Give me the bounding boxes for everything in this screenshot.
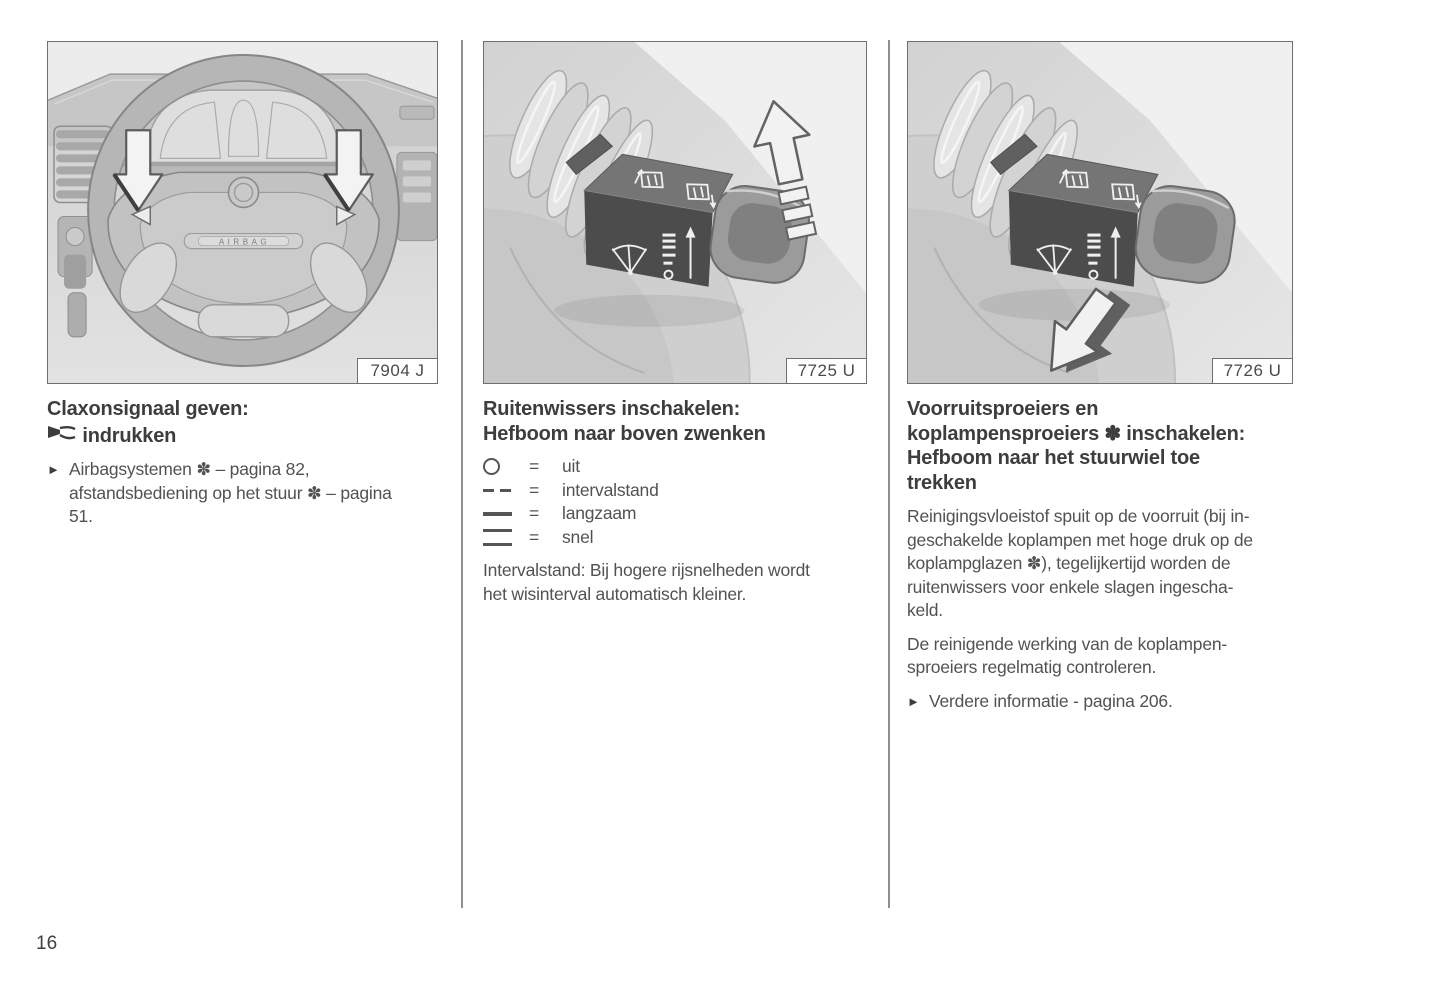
figure-label: 7725 U: [786, 358, 866, 383]
wiper-stalk-up-illustration: [484, 42, 866, 383]
equals-sign: =: [529, 479, 540, 500]
heading-line: Hefboom naar boven zwenken: [483, 422, 766, 445]
equals-sign: =: [529, 456, 540, 477]
setting-row-interval: [483, 479, 867, 503]
wiper-stalk-pull-illustration: [908, 42, 1292, 383]
column-divider-left: [461, 40, 463, 908]
setting-label: uit: [562, 456, 580, 477]
column-horn: [47, 41, 438, 529]
page-number: 16: [36, 933, 58, 954]
figure-label: 7726 U: [1212, 358, 1292, 383]
heading-line: Voorruitsproeiers en: [907, 398, 1099, 420]
stalk-end-knob: [1132, 182, 1239, 286]
airbag-badge-text: AIRBAG: [218, 237, 271, 247]
paragraph-interval-note: Intervalstand: Bij hogere rijsnelheden wordt het wisinterval automatisch kleiner.: [483, 560, 810, 604]
figure-steering-wheel: [47, 41, 438, 384]
heading-line: Hefboom naar het stuurwiel toe: [907, 447, 1200, 469]
setting-row-slow: [483, 502, 867, 526]
heading-washers: [907, 397, 1293, 495]
heading-horn: [47, 397, 438, 448]
setting-label: intervalstand: [562, 479, 659, 500]
paragraph-washer-check: De reinigende werking van de koplampen- sproeiers regelmatig controleren.: [907, 633, 1228, 677]
heading-line: trekken: [907, 471, 977, 494]
heading-wipers-on: [483, 397, 867, 446]
equals-sign: =: [529, 503, 540, 524]
wiper-interval-symbol: [483, 489, 529, 493]
setting-row-off: [483, 455, 867, 479]
bullet-text: Airbagsystemen ✽ – pagina 82, afstandsbediening op het stuur ✽ – pagina 51.: [69, 459, 392, 526]
figure-wiper-stalk-pull: [907, 41, 1293, 384]
wiper-slow-symbol: [483, 512, 529, 516]
heading-line: Claxonsignaal geven:: [47, 398, 249, 420]
column-divider-right: [888, 40, 890, 908]
setting-label: snel: [562, 526, 594, 547]
figure-label: 7904 J: [357, 358, 437, 383]
horn-icon: [47, 422, 77, 442]
steering-wheel-illustration: [48, 42, 437, 383]
triangle-bullet-icon: ►: [47, 462, 60, 477]
column-washers: [907, 41, 1293, 713]
heading-line: indrukken: [82, 424, 177, 447]
equals-sign: =: [529, 526, 540, 547]
heading-line: koplampensproeiers ✽ inschakelen:: [907, 422, 1246, 445]
bullet-text: Verdere informatie - pagina 206.: [929, 690, 1173, 711]
bullet-more-info: [907, 690, 1293, 714]
column-wipers-on: [483, 41, 867, 606]
triangle-bullet-icon: ►: [907, 693, 920, 709]
bullet-airbag-reference: [47, 458, 438, 529]
wiper-fast-symbol: [483, 529, 529, 546]
setting-row-fast: [483, 526, 867, 550]
figure-wiper-stalk-up: [483, 41, 867, 384]
paragraph-washer-function: Reinigingsvloeistof spuit op de voorruit (bij in- geschakelde koplampen met hoge druk op de koplampglazen ✽), tegelijkertijd worden de ruitenwissers voor enkele slagen ingescha- keld.: [907, 506, 1253, 620]
wiper-off-symbol: [483, 458, 529, 475]
heading-line: Ruitenwissers inschakelen:: [483, 398, 741, 420]
brand-emblem: [228, 177, 258, 207]
setting-label: langzaam: [562, 503, 637, 524]
wiper-settings-list: [483, 455, 867, 549]
